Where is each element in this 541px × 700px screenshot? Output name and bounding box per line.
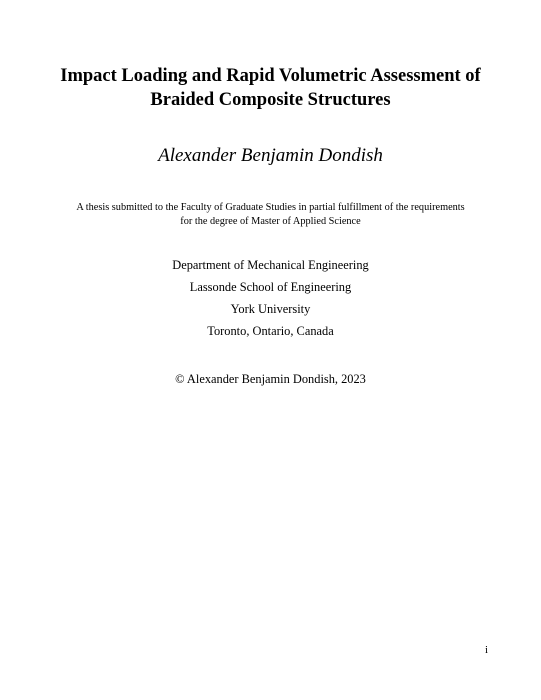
department: Department of Mechanical Engineering — [172, 258, 369, 272]
degree-statement-line-2: for the degree of Master of Applied Science — [180, 215, 361, 227]
school: Lassonde School of Engineering — [189, 280, 352, 294]
affiliation-block — [40, 254, 501, 342]
thesis-title-line-1: Impact Loading and Rapid Volumetric Assessment of — [60, 66, 481, 86]
degree-statement — [40, 201, 501, 228]
location: Toronto, Ontario, Canada — [207, 324, 334, 338]
page-number: i — [484, 644, 488, 656]
copyright-notice: © Alexander Benjamin Dondish, 2023 — [175, 372, 366, 386]
degree-statement-line-1: A thesis submitted to the Faculty of Graduate Studies in partial fulfillment of the requirements — [76, 202, 465, 213]
thesis-title — [40, 64, 501, 112]
thesis-title-line-2: Braided Composite Structures — [150, 90, 391, 110]
author-name: Alexander Benjamin Dondish — [158, 145, 383, 166]
university: York University — [230, 302, 311, 316]
